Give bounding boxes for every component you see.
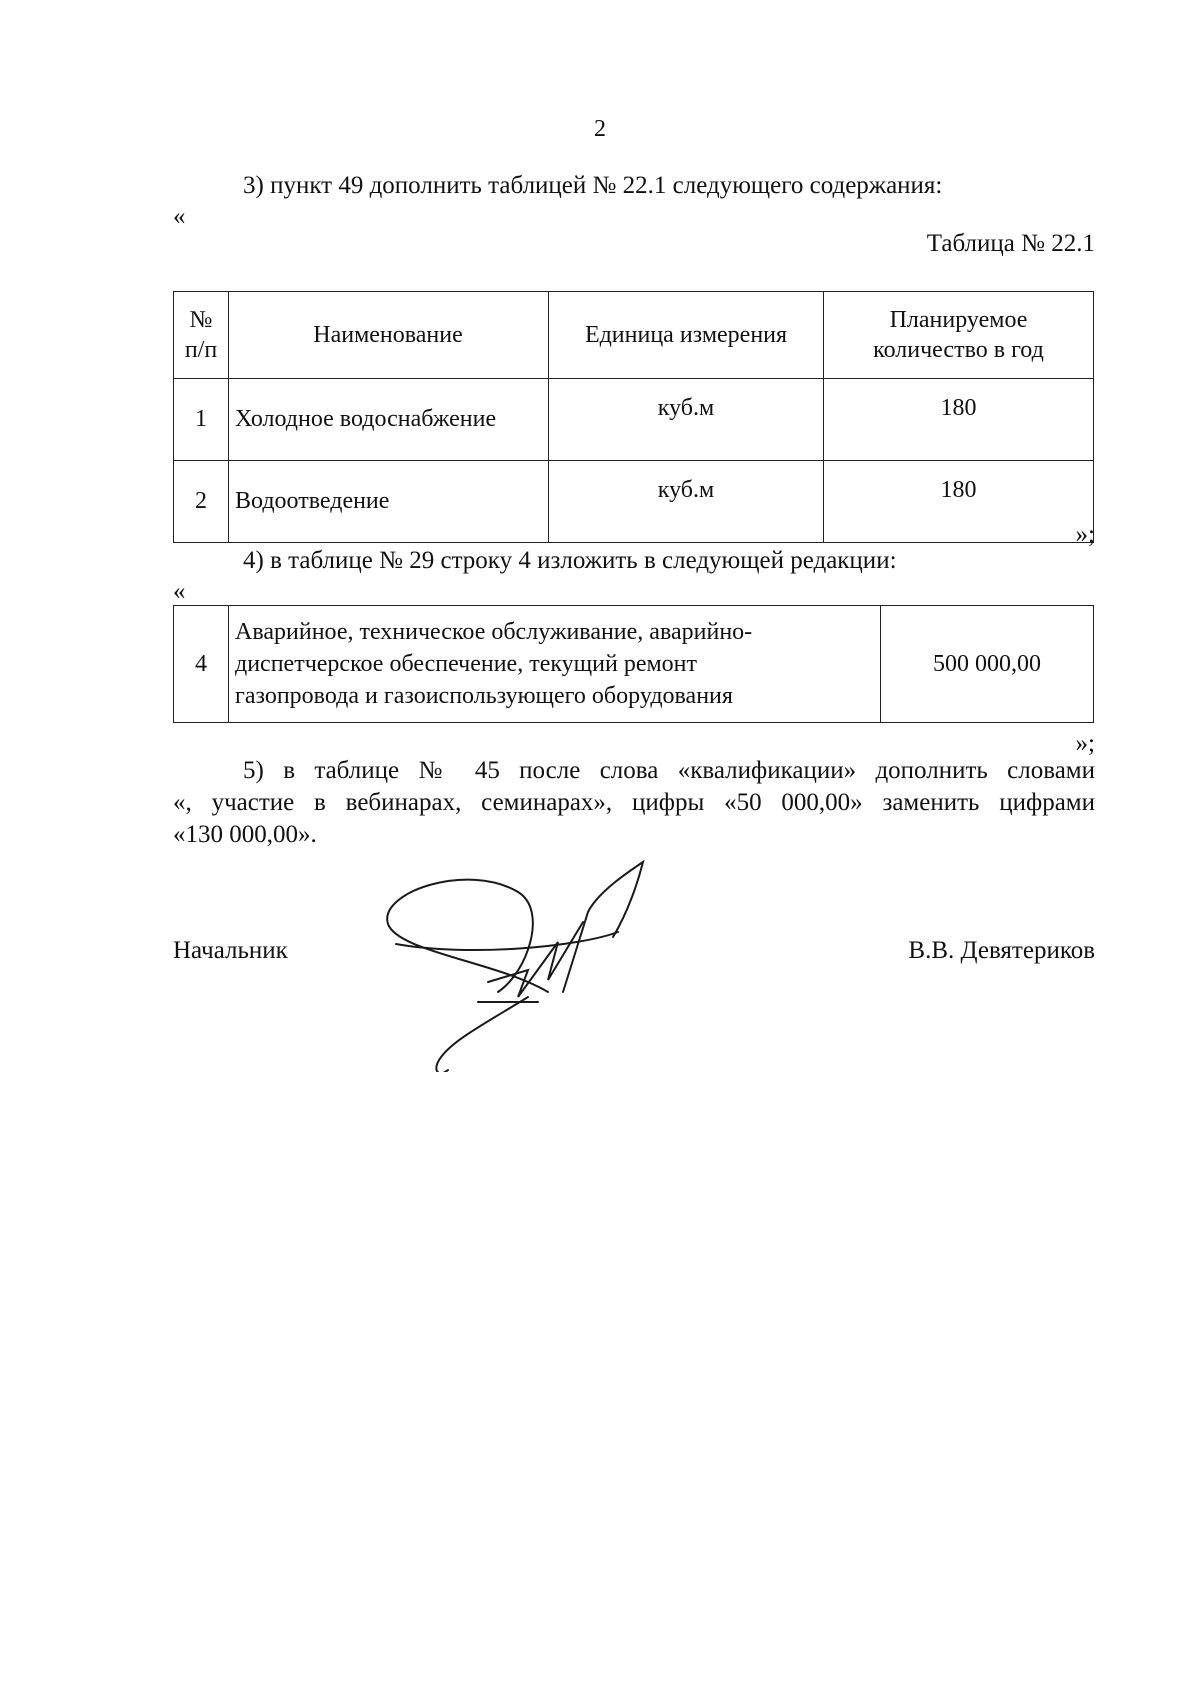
handwritten-signature: [378, 852, 708, 1072]
row-num: 4: [174, 606, 229, 723]
row-description-line: диспетчерское обеспечение, текущий ремонт: [235, 651, 698, 677]
item-5-line-3: «130 000,00».: [173, 821, 317, 848]
table-22-1: [173, 291, 1094, 543]
header-unit: Единица измерения: [549, 292, 824, 379]
item-4-close-quote: »;: [1075, 730, 1095, 757]
header-qty: [824, 292, 1094, 379]
row-num: 2: [174, 461, 229, 543]
table-row: [174, 379, 1094, 461]
item-4-text: 4) в таблице № 29 строку 4 изложить в следующей редакции:: [243, 547, 897, 574]
header-num-line2: п/п: [184, 337, 218, 363]
item-4-open-quote: «: [173, 578, 186, 605]
item-3-close-quote: »;: [1075, 521, 1095, 548]
header-qty-line2: количество в год: [873, 336, 1044, 363]
header-num-line1: №: [189, 307, 213, 333]
header-num: [174, 292, 229, 379]
row-num: 1: [174, 379, 229, 461]
table-29-row-4: [173, 605, 1094, 723]
page-number: 2: [594, 116, 606, 142]
row-description-line: Аварийное, техническое обслуживание, аварийно-: [235, 619, 753, 645]
item-5-line-2: «, участие в вебинарах, семинарах», цифры «50 000,00» заменить цифрами: [173, 789, 1095, 816]
row-description-line: газопровода и газоиспользующего оборудования: [235, 683, 733, 709]
row-description: [229, 606, 881, 723]
signatory-position: Начальник: [173, 937, 288, 964]
row-amount: 500 000,00: [881, 606, 1094, 723]
row-unit: куб.м: [549, 461, 824, 543]
table-caption: Таблица № 22.1: [926, 230, 1095, 257]
header-name: Наименование: [229, 292, 549, 379]
item-5-line-1: 5) в таблице № 45 после слова «квалификации» дополнить словами: [243, 757, 1095, 784]
row-unit: куб.м: [549, 379, 824, 461]
item-3-text: 3) пункт 49 дополнить таблицей № 22.1 следующего содержания:: [243, 172, 943, 199]
row-name: Холодное водоснабжение: [229, 379, 549, 461]
signatory-name: В.В. Девятериков: [908, 937, 1095, 964]
table-row: [174, 606, 1094, 723]
row-name: Водоотведение: [229, 461, 549, 543]
row-qty: 180: [824, 461, 1094, 543]
item-3-open-quote: «: [173, 203, 186, 230]
table-header-row: [174, 292, 1094, 379]
header-qty-line1: Планируемое: [889, 306, 1028, 333]
row-qty: 180: [824, 379, 1094, 461]
table-row: [174, 461, 1094, 543]
